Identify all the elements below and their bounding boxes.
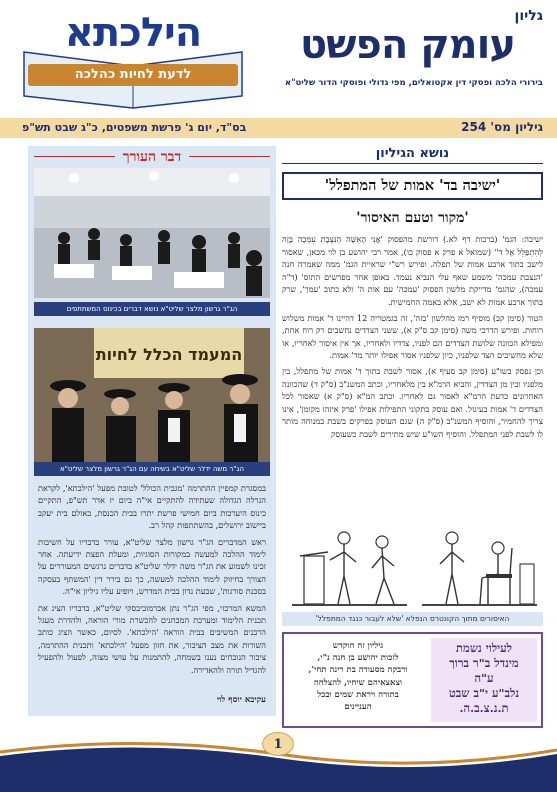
memorial-line: מינדל ב"ר ברוך <box>449 656 519 670</box>
halacha-illustration <box>282 508 543 614</box>
editor-paragraph: המשא המרכזי, מפי הג"ר נתן אברמוביבסקי שליט"א, בדבריו הציג את תכנית הלימוד ומערכת המבחנים להכשרת מורי הוראה, ולהדרת מעגל הרבנים המשיבים בבית הוראה 'הילכתא'. לסיום, כאשר הציג כותב השורות את מצב הציבור, את חזון מפעל 'הילכתא' ותכנית ההתרמה, ציבור הנוכחים נענו בשמחה, להתמנות על עושי מצוה, לפעול ולהפעיל להגדיל תורה ולהאדירה. <box>38 602 266 675</box>
main-article <box>282 146 543 626</box>
memorial-in-memory <box>431 638 537 722</box>
editor-paragraph: ראש המדברים הג"ר גרשון מלצר שליט"א, עורר בדבריו על חשיבות לימוד ההלכה למעשה במקורות הסוגיות, ומעלת הפצת ידיעתה. אחר זכינו לשמוע את הג"ר משה ידלר שליט"א בדברים נרגשים המעוררים על הצורך בחיזוק לימוד ההלכה למעשה, כך גם בירר דין 'המשתף בעסקה בסכנת סורגות', שבעת נדון בבית המדרש, ויופיע עליו גיליון אי"ה. <box>38 536 266 597</box>
editor-paragraph: במסגרת קמפיין ההתרמה 'מגבית הכולל' לטובת מפעל 'הילכתא', לקראת הגרלה הגדולה שעתידה להתקיים אי"ה ביום יז אדר תש"פ, התקיים כינוס היערכות ביום חמישי פרשת יתרו בבית הכנסת, באולם בית יעקב ביישוב ירושלים, בהשתתפות קהל רב. <box>38 483 266 531</box>
dedication-line: גיליון זה הוקדש <box>332 641 384 651</box>
dedication-box <box>282 632 543 728</box>
illustration-caption: האיסורים מתוך הקונטרס הנפלא 'שלא לעבור כנגד המתפלל' <box>282 612 543 626</box>
publication-title: עומק הפשט <box>300 22 515 68</box>
editor-heading-text: דבר העורך <box>115 149 190 165</box>
article-body <box>282 233 543 441</box>
dedication-line: בתורה ויראת שמים ובכל <box>317 689 399 700</box>
dedication-line: העניינים <box>344 702 372 713</box>
series-label: גליון <box>514 8 543 24</box>
issue-number: גיליון מס' 254 <box>461 120 543 134</box>
editor-signature: עקיבא יוסף לוי <box>216 695 266 705</box>
editor-body <box>38 482 266 680</box>
halichta-logo <box>14 4 252 112</box>
event-photo-hall <box>34 168 270 298</box>
article-paragraph: וכן נפסק בשו"ע (סימן קב סעיף א), אסור לשבת בתוך ד' אמות של מתפלל, בין מלפניו ובין מן הצדדין, והביא הרמ"א בין מלאחריו, וכתב המשנ"ב (ס"ק ד) שהכוונה האחרונים כדעת הרמ"א לאסור גם לאחריו. וכתב המ"א (ס"ק א) שאסור לכל הצדדים ד' אמות בעיגול. ואם עוסק בתקוני התפילות אפילו 'פרק איזהו מקומן', אינו צריך להחמיר, והוסיף המשנ"ב (ס"ק ה) שגם העוסק בפרקים בשבת במנוחה מותר לו לשבת לפני המתפלל. והוסיף השו"ע שיש מתירים לשבת כשעוסק <box>282 365 543 439</box>
page-header <box>0 0 557 118</box>
memorial-line: ת.נ.צ.ב.ה. <box>459 701 509 715</box>
editor-heading <box>28 146 276 168</box>
section-heading: 'מקור וטעם האיסור' <box>356 210 469 226</box>
dedication-line: ורבקה מסעודה בת רינה תחי', <box>308 665 408 676</box>
photo2-caption: הג"ר משה ידלר שליט"א בשיחה עם הג"ר גרשון מלצר שליט"א <box>34 462 270 476</box>
editor-column <box>28 146 276 716</box>
memorial-line: ע"ה <box>474 671 494 685</box>
memorial-line: נלב"ע י"ב שבט <box>448 686 520 700</box>
photo1-caption: הג"ר גרשון מלצר שליט"א נושא דברים בכינוס המשתתפים <box>34 302 270 316</box>
dedication-line: וצאצאיהם שיחיו, להצלחה <box>313 677 403 688</box>
topic-label: נושא הגיליון <box>282 146 543 164</box>
publication-subtitle: בירורי הלכה ופסקי דין אקטואלים, מפי גדולי ופוסקי הדור שליט"א <box>284 78 543 88</box>
issue-bar <box>0 118 557 138</box>
logo-tagline: לדעת לחיות כהלכה <box>28 64 238 86</box>
article-paragraph: ישיבה: הגמ' (ברכות דף לא.) דורשת מהפסוק 'אֲנִי הָאִשָּׁה הַנִּצֶּבֶת עִמְּכָה בָּזֶה לְהִתְפַּלֵּל אֶל ד'' (שמואל א פרק א פסוק כו), אמר רבי יהושע בן לוי מכאן, שאסור לישב בתוך ארבע אמות של תפלה. ופירש רש"י שראיית הגמ' ממה שאמרה חנה 'הנצבת עמכה' משמע שאף עלי הנביא נעמד. באופן אחר מפרשים התוס' (ד"ה עמכה), שהגמ' מדייקת מלשון הפסוק 'עמכה' עם אות ה' ולא כתוב 'עמך', שרק בתוך ארבע אמות לא ישב, אלא באמה החמישית. <box>282 234 543 307</box>
topic-title: 'ישיבה בד' אמות של המתפלל' <box>282 172 543 200</box>
event-photo-rabbis <box>34 328 270 462</box>
memorial-line: לעילוי נשמת <box>456 641 512 655</box>
issue-date: בס"ד, יום ג' פרשת משפטים, כ"ג שבט תש"פ <box>22 121 247 134</box>
dedication-merit <box>288 638 428 722</box>
page-footer <box>0 728 557 792</box>
page-number: 1 <box>262 732 294 756</box>
photo2-banner: המעמד הכלל לחיות <box>95 345 243 364</box>
logo-title: הילכתא <box>64 10 202 56</box>
article-paragraph: הטור (סימן קב) מוסיף רמז מהלשון 'בזה', זה בגמטריה 12 דהיינו ד' אמות משלוש רוחות. ופירש הדרכי משה (סימן קב ס"ק א), ששני הצדדים נחשבים רק רוח אחת, ומפילא הכוונה שלושת הצדדים הם לפניו, צדדיו ולאחריו, אך אין איסור לאחריו, או שלא מחשיבים הצד שלפניו, כיון שלפניו אסור אפילו יותר מד' אמות. <box>282 312 543 361</box>
dedication-line: לזכות יהושע בן חנה נ"י, <box>317 653 399 664</box>
